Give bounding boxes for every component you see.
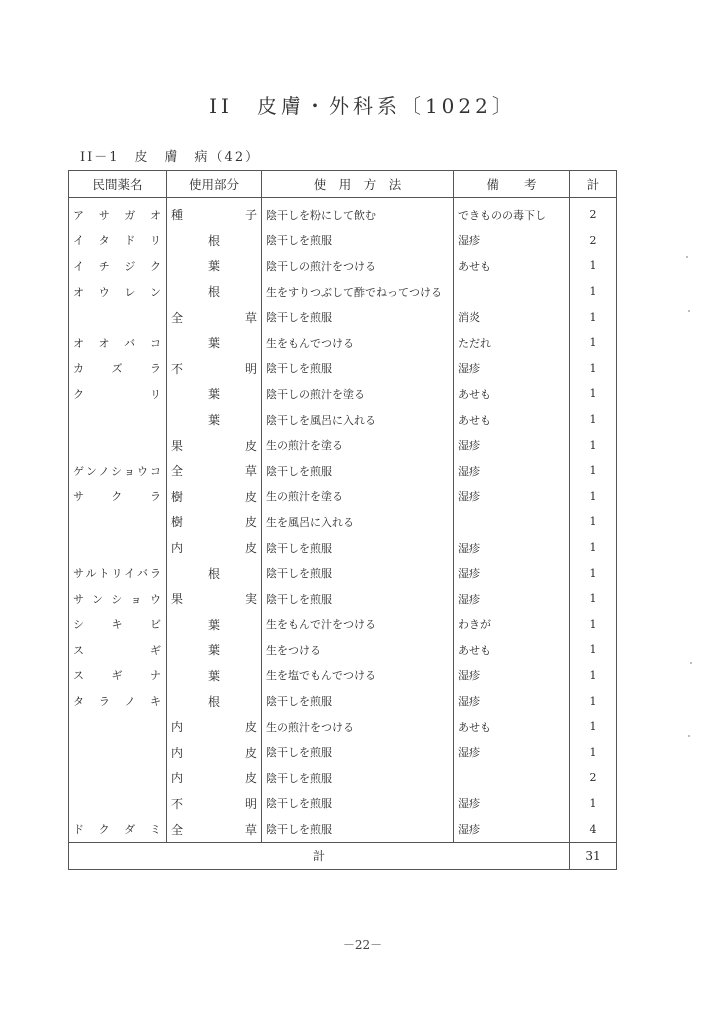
cell-folk-medicine-name bbox=[69, 509, 167, 535]
table-row bbox=[69, 304, 617, 330]
cell-part-used: 葉 bbox=[167, 612, 262, 638]
cell-remarks: あせも bbox=[454, 714, 570, 740]
cell-usage-method: 陰干しを煎服 bbox=[262, 586, 454, 612]
scan-speck bbox=[690, 662, 692, 664]
cell-part-used: 根 bbox=[167, 279, 262, 305]
table-row bbox=[69, 663, 617, 689]
cell-folk-medicine-name bbox=[69, 432, 167, 458]
scan-speck bbox=[688, 310, 690, 312]
cell-part-used: 葉 bbox=[167, 407, 262, 433]
cell-count: 1 bbox=[570, 330, 617, 356]
cell-folk-medicine-name: イタドリ bbox=[69, 228, 167, 254]
cell-count: 1 bbox=[570, 663, 617, 689]
table-row bbox=[69, 432, 617, 458]
table-row bbox=[69, 509, 617, 535]
cell-count: 1 bbox=[570, 407, 617, 433]
total-row bbox=[69, 842, 617, 869]
cell-count: 1 bbox=[570, 586, 617, 612]
table-row bbox=[69, 637, 617, 663]
header-count: 計 bbox=[570, 171, 617, 198]
table-row bbox=[69, 458, 617, 484]
table-row bbox=[69, 484, 617, 510]
cell-remarks: 湿疹 bbox=[454, 458, 570, 484]
table-header-row bbox=[69, 171, 617, 198]
cell-folk-medicine-name bbox=[69, 765, 167, 791]
cell-usage-method: 生をすりつぶして酢でねってつける bbox=[262, 279, 454, 305]
cell-usage-method: 陰干しを煎服 bbox=[262, 458, 454, 484]
cell-folk-medicine-name: スギ bbox=[69, 637, 167, 663]
cell-part-used: 全草 bbox=[167, 816, 262, 842]
cell-usage-method: 陰干しを煎服 bbox=[262, 356, 454, 382]
cell-count: 1 bbox=[570, 458, 617, 484]
cell-folk-medicine-name bbox=[69, 304, 167, 330]
cell-remarks: 湿疹 bbox=[454, 535, 570, 561]
cell-usage-method: 生の煎汁をつける bbox=[262, 714, 454, 740]
cell-remarks: 湿疹 bbox=[454, 791, 570, 817]
cell-folk-medicine-name: シキビ bbox=[69, 612, 167, 638]
cell-part-used: 樹皮 bbox=[167, 484, 262, 510]
header-part-used: 使用部分 bbox=[167, 171, 262, 198]
cell-folk-medicine-name bbox=[69, 407, 167, 433]
cell-part-used: 根 bbox=[167, 560, 262, 586]
cell-folk-medicine-name: カズラ bbox=[69, 356, 167, 382]
cell-count: 1 bbox=[570, 253, 617, 279]
cell-remarks: できものの毒下し bbox=[454, 198, 570, 228]
cell-count: 2 bbox=[570, 228, 617, 254]
cell-usage-method: 陰干しを煎服 bbox=[262, 228, 454, 254]
header-folk-medicine-name: 民間薬名 bbox=[69, 171, 167, 198]
page-number: －22－ bbox=[342, 938, 383, 952]
cell-count: 1 bbox=[570, 560, 617, 586]
table-row bbox=[69, 356, 617, 382]
cell-folk-medicine-name: サクラ bbox=[69, 484, 167, 510]
cell-part-used: 不明 bbox=[167, 356, 262, 382]
cell-part-used: 内皮 bbox=[167, 765, 262, 791]
cell-folk-medicine-name: サルトリイバラ bbox=[69, 560, 167, 586]
cell-remarks: あせも bbox=[454, 381, 570, 407]
table-row bbox=[69, 535, 617, 561]
cell-remarks: 湿疹 bbox=[454, 739, 570, 765]
cell-usage-method: 生の煎汁を塗る bbox=[262, 484, 454, 510]
cell-remarks: 湿疹 bbox=[454, 586, 570, 612]
cell-usage-method: 生をもんで汁をつける bbox=[262, 612, 454, 638]
cell-part-used: 樹皮 bbox=[167, 509, 262, 535]
cell-part-used: 内皮 bbox=[167, 739, 262, 765]
cell-usage-method: 陰干しを煎服 bbox=[262, 304, 454, 330]
cell-count: 1 bbox=[570, 484, 617, 510]
table-row bbox=[69, 612, 617, 638]
cell-remarks: 湿疹 bbox=[454, 432, 570, 458]
cell-count: 4 bbox=[570, 816, 617, 842]
cell-folk-medicine-name: オウレン bbox=[69, 279, 167, 305]
cell-count: 1 bbox=[570, 739, 617, 765]
cell-usage-method: 陰干しを煎服 bbox=[262, 688, 454, 714]
cell-usage-method: 生を塩でもんでつける bbox=[262, 663, 454, 689]
table-row bbox=[69, 198, 617, 228]
cell-part-used: 種子 bbox=[167, 198, 262, 228]
cell-part-used: 根 bbox=[167, 228, 262, 254]
table-row bbox=[69, 228, 617, 254]
cell-count: 2 bbox=[570, 765, 617, 791]
cell-part-used: 全草 bbox=[167, 304, 262, 330]
cell-remarks bbox=[454, 765, 570, 791]
cell-usage-method: 生を風呂に入れる bbox=[262, 509, 454, 535]
cell-count: 1 bbox=[570, 509, 617, 535]
cell-folk-medicine-name bbox=[69, 739, 167, 765]
cell-count: 2 bbox=[570, 198, 617, 228]
cell-remarks: 湿疹 bbox=[454, 816, 570, 842]
cell-remarks: あせも bbox=[454, 407, 570, 433]
table-row bbox=[69, 381, 617, 407]
cell-part-used: 全草 bbox=[167, 458, 262, 484]
cell-count: 1 bbox=[570, 279, 617, 305]
cell-remarks bbox=[454, 509, 570, 535]
cell-folk-medicine-name bbox=[69, 791, 167, 817]
cell-count: 1 bbox=[570, 688, 617, 714]
cell-folk-medicine-name: ドクダミ bbox=[69, 816, 167, 842]
table-row bbox=[69, 407, 617, 433]
total-value: 31 bbox=[570, 842, 617, 869]
cell-count: 1 bbox=[570, 791, 617, 817]
cell-part-used: 果実 bbox=[167, 586, 262, 612]
cell-folk-medicine-name: タラノキ bbox=[69, 688, 167, 714]
cell-folk-medicine-name: スギナ bbox=[69, 663, 167, 689]
table-row bbox=[69, 714, 617, 740]
header-usage-method: 使 用 方 法 bbox=[262, 171, 454, 198]
cell-usage-method: 陰干しを煎服 bbox=[262, 816, 454, 842]
table-row bbox=[69, 765, 617, 791]
table-body bbox=[69, 198, 617, 843]
cell-remarks: 湿疹 bbox=[454, 663, 570, 689]
cell-remarks: 湿疹 bbox=[454, 228, 570, 254]
cell-folk-medicine-name: オオバコ bbox=[69, 330, 167, 356]
table-row bbox=[69, 739, 617, 765]
cell-folk-medicine-name: クリ bbox=[69, 381, 167, 407]
cell-part-used: 果皮 bbox=[167, 432, 262, 458]
cell-count: 1 bbox=[570, 714, 617, 740]
cell-usage-method: 陰干しの煎汁を塗る bbox=[262, 381, 454, 407]
cell-folk-medicine-name bbox=[69, 714, 167, 740]
cell-part-used: 葉 bbox=[167, 663, 262, 689]
cell-remarks: ただれ bbox=[454, 330, 570, 356]
cell-part-used: 葉 bbox=[167, 637, 262, 663]
table-row bbox=[69, 688, 617, 714]
cell-remarks: あせも bbox=[454, 637, 570, 663]
cell-remarks bbox=[454, 279, 570, 305]
cell-remarks: あせも bbox=[454, 253, 570, 279]
cell-usage-method: 陰干しを煎服 bbox=[262, 791, 454, 817]
cell-usage-method: 陰干しを煎服 bbox=[262, 765, 454, 791]
cell-usage-method: 生の煎汁を塗る bbox=[262, 432, 454, 458]
cell-remarks: 湿疹 bbox=[454, 356, 570, 382]
cell-remarks: 湿疹 bbox=[454, 484, 570, 510]
header-remarks: 備 考 bbox=[454, 171, 570, 198]
table-row bbox=[69, 816, 617, 842]
scan-speck bbox=[686, 256, 688, 258]
cell-count: 1 bbox=[570, 612, 617, 638]
cell-usage-method: 生をもんでつける bbox=[262, 330, 454, 356]
cell-remarks: 湿疹 bbox=[454, 560, 570, 586]
cell-folk-medicine-name bbox=[69, 535, 167, 561]
table-row bbox=[69, 279, 617, 305]
scan-speck bbox=[688, 735, 690, 737]
cell-count: 1 bbox=[570, 381, 617, 407]
cell-folk-medicine-name: ゲンノショウコ bbox=[69, 458, 167, 484]
cell-usage-method: 生をつける bbox=[262, 637, 454, 663]
cell-part-used: 内皮 bbox=[167, 535, 262, 561]
cell-usage-method: 陰干しを煎服 bbox=[262, 739, 454, 765]
cell-remarks: わきが bbox=[454, 612, 570, 638]
cell-usage-method: 陰干しを煎服 bbox=[262, 535, 454, 561]
cell-part-used: 葉 bbox=[167, 381, 262, 407]
cell-count: 1 bbox=[570, 535, 617, 561]
cell-part-used: 葉 bbox=[167, 253, 262, 279]
table-row bbox=[69, 560, 617, 586]
cell-folk-medicine-name: アサガオ bbox=[69, 198, 167, 228]
cell-remarks: 消炎 bbox=[454, 304, 570, 330]
cell-usage-method: 陰干しの煎汁をつける bbox=[262, 253, 454, 279]
section-title: II－1 皮 膚 病（42） bbox=[80, 150, 261, 165]
table-row bbox=[69, 253, 617, 279]
cell-part-used: 不明 bbox=[167, 791, 262, 817]
herbal-remedy-table bbox=[68, 170, 617, 870]
cell-count: 1 bbox=[570, 637, 617, 663]
cell-usage-method: 陰干しを粉にして飲む bbox=[262, 198, 454, 228]
cell-count: 1 bbox=[570, 356, 617, 382]
cell-folk-medicine-name: サンショウ bbox=[69, 586, 167, 612]
cell-part-used: 根 bbox=[167, 688, 262, 714]
cell-count: 1 bbox=[570, 304, 617, 330]
cell-count: 1 bbox=[570, 432, 617, 458]
cell-folk-medicine-name: イチジク bbox=[69, 253, 167, 279]
cell-usage-method: 陰干しを風呂に入れる bbox=[262, 407, 454, 433]
cell-part-used: 葉 bbox=[167, 330, 262, 356]
cell-part-used: 内皮 bbox=[167, 714, 262, 740]
table-row bbox=[69, 586, 617, 612]
total-label: 計 bbox=[69, 842, 570, 869]
table-row bbox=[69, 791, 617, 817]
page-title: II 皮膚・外科系〔1022〕 bbox=[209, 94, 516, 118]
table-row bbox=[69, 330, 617, 356]
cell-usage-method: 陰干しを煎服 bbox=[262, 560, 454, 586]
cell-remarks: 湿疹 bbox=[454, 688, 570, 714]
